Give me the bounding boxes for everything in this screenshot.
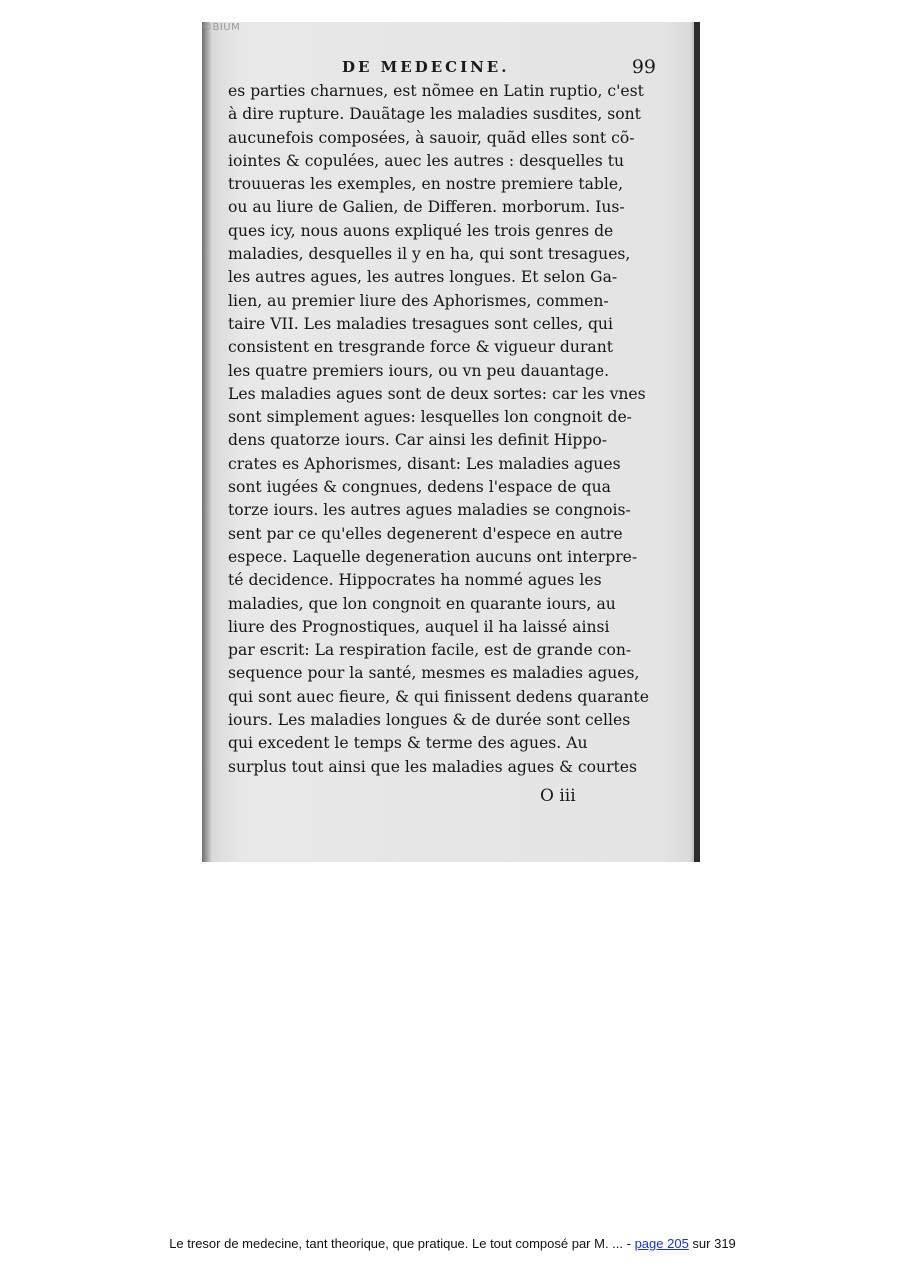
page-footer (0, 1236, 905, 1251)
text-line: sequence pour la santé, mesmes es maladies agues, (228, 664, 640, 683)
text-line: les autres agues, les autres longues. Et selon Ga- (228, 268, 618, 287)
text-line: liure des Prognostiques, auquel il ha laissé ainsi (228, 617, 610, 636)
text-line: aucunefois composées, à sauoir, quãd elles sont cõ- (228, 128, 635, 147)
running-header: DE MEDECINE. (342, 58, 510, 76)
footer-total: sur 319 (688, 1236, 736, 1251)
text-line: torze iours. les autres agues maladies se congnois- (228, 501, 631, 520)
page-link[interactable]: page 205 (634, 1236, 689, 1251)
text-line: dens quatorze iours. Car ainsi les definit Hippo- (228, 431, 607, 450)
text-line: sont iugées & congnues, dedens l'espace de qua (228, 478, 611, 497)
text-line: es parties charnues, est nõmee en Latin ruptio, c'est (228, 82, 644, 100)
text-line: crates es Aphorismes, disant: Les maladies agues (228, 454, 621, 473)
text-line: les quatre premiers iours, ou vn peu dauantage. (228, 361, 610, 380)
text-line: sont simplement agues: lesquelles lon congnoit de- (228, 408, 632, 427)
page-number: 99 (631, 56, 656, 78)
text-line: iointes & copulées, auec les autres : desquelles tu (228, 151, 625, 170)
text-line: qui excedent le temps & terme des agues. Au (228, 734, 588, 753)
text-line: iours. Les maladies longues & de durée sont celles (228, 711, 631, 730)
signature-mark: O iii (540, 786, 576, 806)
text-line: ques icy, nous auons expliqué les trois genres de (228, 221, 614, 240)
text-line: espece. Laquelle degeneration aucuns ont interpre- (228, 547, 638, 566)
text-line: maladies, que lon congnoit en quarante iours, au (228, 594, 616, 613)
text-line: Les maladies agues sont de deux sortes: car les vnes (228, 384, 646, 403)
page-body-text (228, 80, 668, 779)
text-line: taire VII. Les maladies tresagues sont celles, qui (228, 314, 613, 333)
text-line: par escrit: La respiration facile, est de grande con- (228, 641, 632, 660)
text-line: maladies, desquelles il y en ha, qui sont tresagues, (228, 245, 631, 264)
watermark: ©BIUM (202, 22, 241, 33)
text-line: té decidence. Hippocrates ha nommé agues les (228, 571, 602, 590)
text-line: qui sont auec fieure, & qui finissent dedens quarante (228, 687, 649, 706)
text-line: sent par ce qu'elles degenerent d'espece en autre (228, 524, 623, 543)
footer-title: Le tresor de medecine, tant theorique, que pratique. Le tout composé par M. ... - (169, 1236, 635, 1251)
text-line: à dire rupture. Dauãtage les maladies susdites, sont (228, 105, 641, 124)
text-line: consistent en tresgrande force & vigueur durant (228, 338, 614, 357)
text-line: ou au liure de Galien, de Differen. morborum. Ius- (228, 198, 625, 217)
text-line: trouueras les exemples, en nostre premiere table, (228, 175, 624, 194)
text-line: surplus tout ainsi que les maladies agues & courtes (228, 757, 638, 776)
text-line: lien, au premier liure des Aphorismes, commen- (228, 291, 609, 310)
scanned-page (202, 22, 700, 862)
